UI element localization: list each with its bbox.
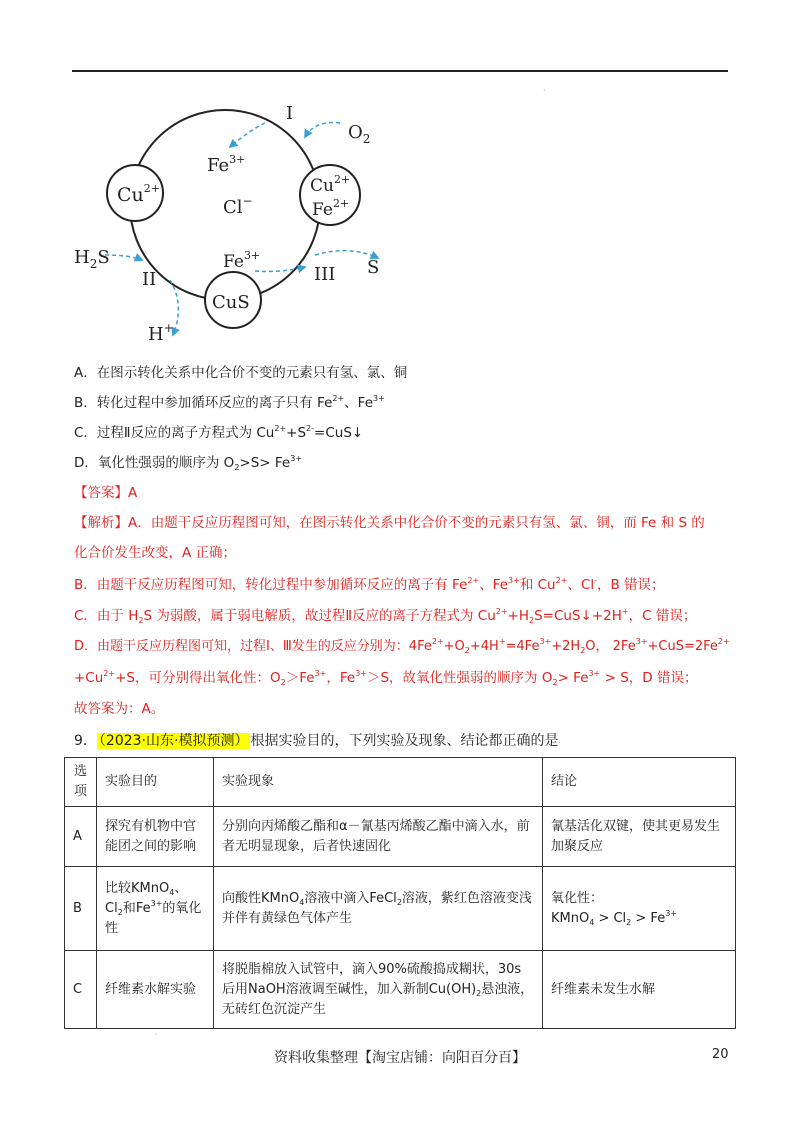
cell-phenomenon: 向酸性KMnO$_4$溶液中滴入FeCl$_2$溶液，紫红色溶液变浅并伴有黄绿色气体产生 <box>214 867 543 951</box>
footer-mark: · <box>155 1030 158 1039</box>
cell-phenomenon: 将脱脂棉放入试管中，滴入90%硫酸捣成糊状，30s后用NaOH溶液调至碱性，加入新制$Cu(OH)_2$悬浊液，无砖红色沉淀产生 <box>214 951 543 1029</box>
cell-option: A <box>65 807 97 867</box>
analysis-line-5: D．由题干反应历程图可知，过程Ⅰ、Ⅲ发生的反应分别为：$4Fe^{2+}+O_2+4H^+=4Fe^{3+}+2H_2O$， $2Fe^{3+}+CuS=2Fe^{2+}$ <box>74 637 730 655</box>
analysis-line-6: $+Cu^{2+}+S$，可分别得出氧化性：$O_2>Fe^{3+}$，$Fe^{3+}>S$，故氧化性强弱的顺序为 $O_2> Fe^{3+} > S$，D 错误； <box>74 669 698 687</box>
label-h: H <box>148 324 164 345</box>
answer: 【答案】A <box>74 485 138 501</box>
svg-text:Fe2+: $Fe^{2+}$ <box>312 197 350 220</box>
table-row <box>65 867 736 951</box>
svg-text:Cl−: Cl− <box>223 194 253 218</box>
arrow-fe3-top <box>230 123 265 147</box>
label-cus: CuS <box>212 292 250 313</box>
arrow-o2-in <box>305 123 340 137</box>
svg-text:Fe3+: $Fe^{3+}$ <box>223 249 261 272</box>
experiment-table <box>64 757 736 1029</box>
question-9: 9． （2023·山东·模拟预测） 根据实验目的，下列实验及现象、结论都正确的是 <box>74 733 559 749</box>
label-s: S <box>367 257 380 278</box>
svg-text:O2: $O_2$ <box>348 122 371 146</box>
cell-conclusion: 纤维素未发生水解 <box>543 951 736 1029</box>
svg-text:H2S: $H_2S$ <box>74 247 110 271</box>
analysis-line-2: 化合价发生改变，A 正确； <box>74 545 237 561</box>
svg-text:Fe3+: $Fe^{3+}$ <box>207 153 246 176</box>
label-o2: O <box>348 122 363 143</box>
header-dot: · <box>543 86 546 95</box>
label-fe2-right: Fe <box>312 200 333 220</box>
option-c: C．过程Ⅱ反应的离子方程式为 $Cu^{2+}+S^{2-}=CuS↓$ <box>74 424 364 441</box>
label-fe3-top: Fe <box>207 155 230 176</box>
svg-text:Cu2+: $Cu^{2+}$ <box>310 173 351 196</box>
svg-text:Cu2+: $Cu^{2+}$ <box>117 182 160 206</box>
analysis-line-4: C．由于 $H_2S$ 为弱酸，属于弱电解质，故过程Ⅱ反应的离子方程式为 $Cu^{2+}+H_2S=CuS↓+2H^+$，C 错误； <box>74 607 697 625</box>
cell-conclusion: 氰基活化双键，使其更易发生加聚反应 <box>543 807 736 867</box>
cell-conclusion: 氧化性： KMnO$_4$ > $Cl_2 > Fe^{3+}$ <box>543 867 736 951</box>
header-cell: 结论 <box>543 758 736 807</box>
label-cu2-left: Cu <box>117 184 144 206</box>
table-header-row <box>65 758 736 807</box>
option-a: A．在图示转化关系中化合价不变的元素只有氢、氯、铜 <box>74 365 408 381</box>
cell-phenomenon: 分别向丙烯酸乙酯和α－氰基丙烯酸乙酯中滴入水，前者无明显现象，后者快速固化 <box>214 807 543 867</box>
arrow-h2s-in <box>105 255 142 260</box>
header-cell: 实验目的 <box>97 758 214 807</box>
svg-text:H+: H+ <box>148 321 174 345</box>
label-I: I <box>286 103 294 124</box>
option-b: B．转化过程中参加循环反应的离子只有 $Fe^{2+}$、$Fe^{3+}$ <box>74 394 385 411</box>
header-rule <box>72 70 728 72</box>
footer-text: 资料收集整理【淘宝店铺：向阳百分百】 <box>274 1050 526 1066</box>
label-fe3-bottom: Fe <box>223 252 244 272</box>
reaction-cycle-diagram <box>60 95 420 355</box>
analysis-line-3: B．由题干反应历程图可知，转化过程中参加循环反应的离子有 $Fe^{2+}$、$Fe^{3+}$和 $Cu^{2+}$、Cl-，B 错误； <box>74 576 665 593</box>
page-number: 20 <box>712 1047 729 1062</box>
cell-purpose: 比较KMnO$_4$、$Cl_2$和$Fe^{3+}$的氧化性 <box>97 867 214 951</box>
cell-option: C <box>65 951 97 1029</box>
question-source: （2023·山东·模拟预测） <box>98 733 249 749</box>
cell-option: B <box>65 867 97 951</box>
cell-purpose: 纤维素水解实验 <box>97 951 214 1029</box>
label-cu2-right: Cu <box>310 176 334 196</box>
label-III: III <box>314 264 336 285</box>
analysis-line-1: 【解析】A．由题干反应历程图可知，在图示转化关系中化合价不变的元素只有氢、氯、铜，而 Fe 和 S 的 <box>74 515 705 531</box>
label-cl: Cl <box>223 197 243 218</box>
header-cell: 实验现象 <box>214 758 543 807</box>
option-d: D．氧化性强弱的顺序为 $O_2>S> Fe^{3+}$ <box>74 454 303 472</box>
cell-purpose: 探究有机物中官能团之间的影响 <box>97 807 214 867</box>
label-h2s: H <box>74 247 90 268</box>
label-II: II <box>142 269 157 290</box>
table-row <box>65 951 736 1029</box>
analysis-line-7: 故答案为：A。 <box>74 701 165 717</box>
header-cell: 选项 <box>65 758 97 807</box>
table-row <box>65 807 736 867</box>
